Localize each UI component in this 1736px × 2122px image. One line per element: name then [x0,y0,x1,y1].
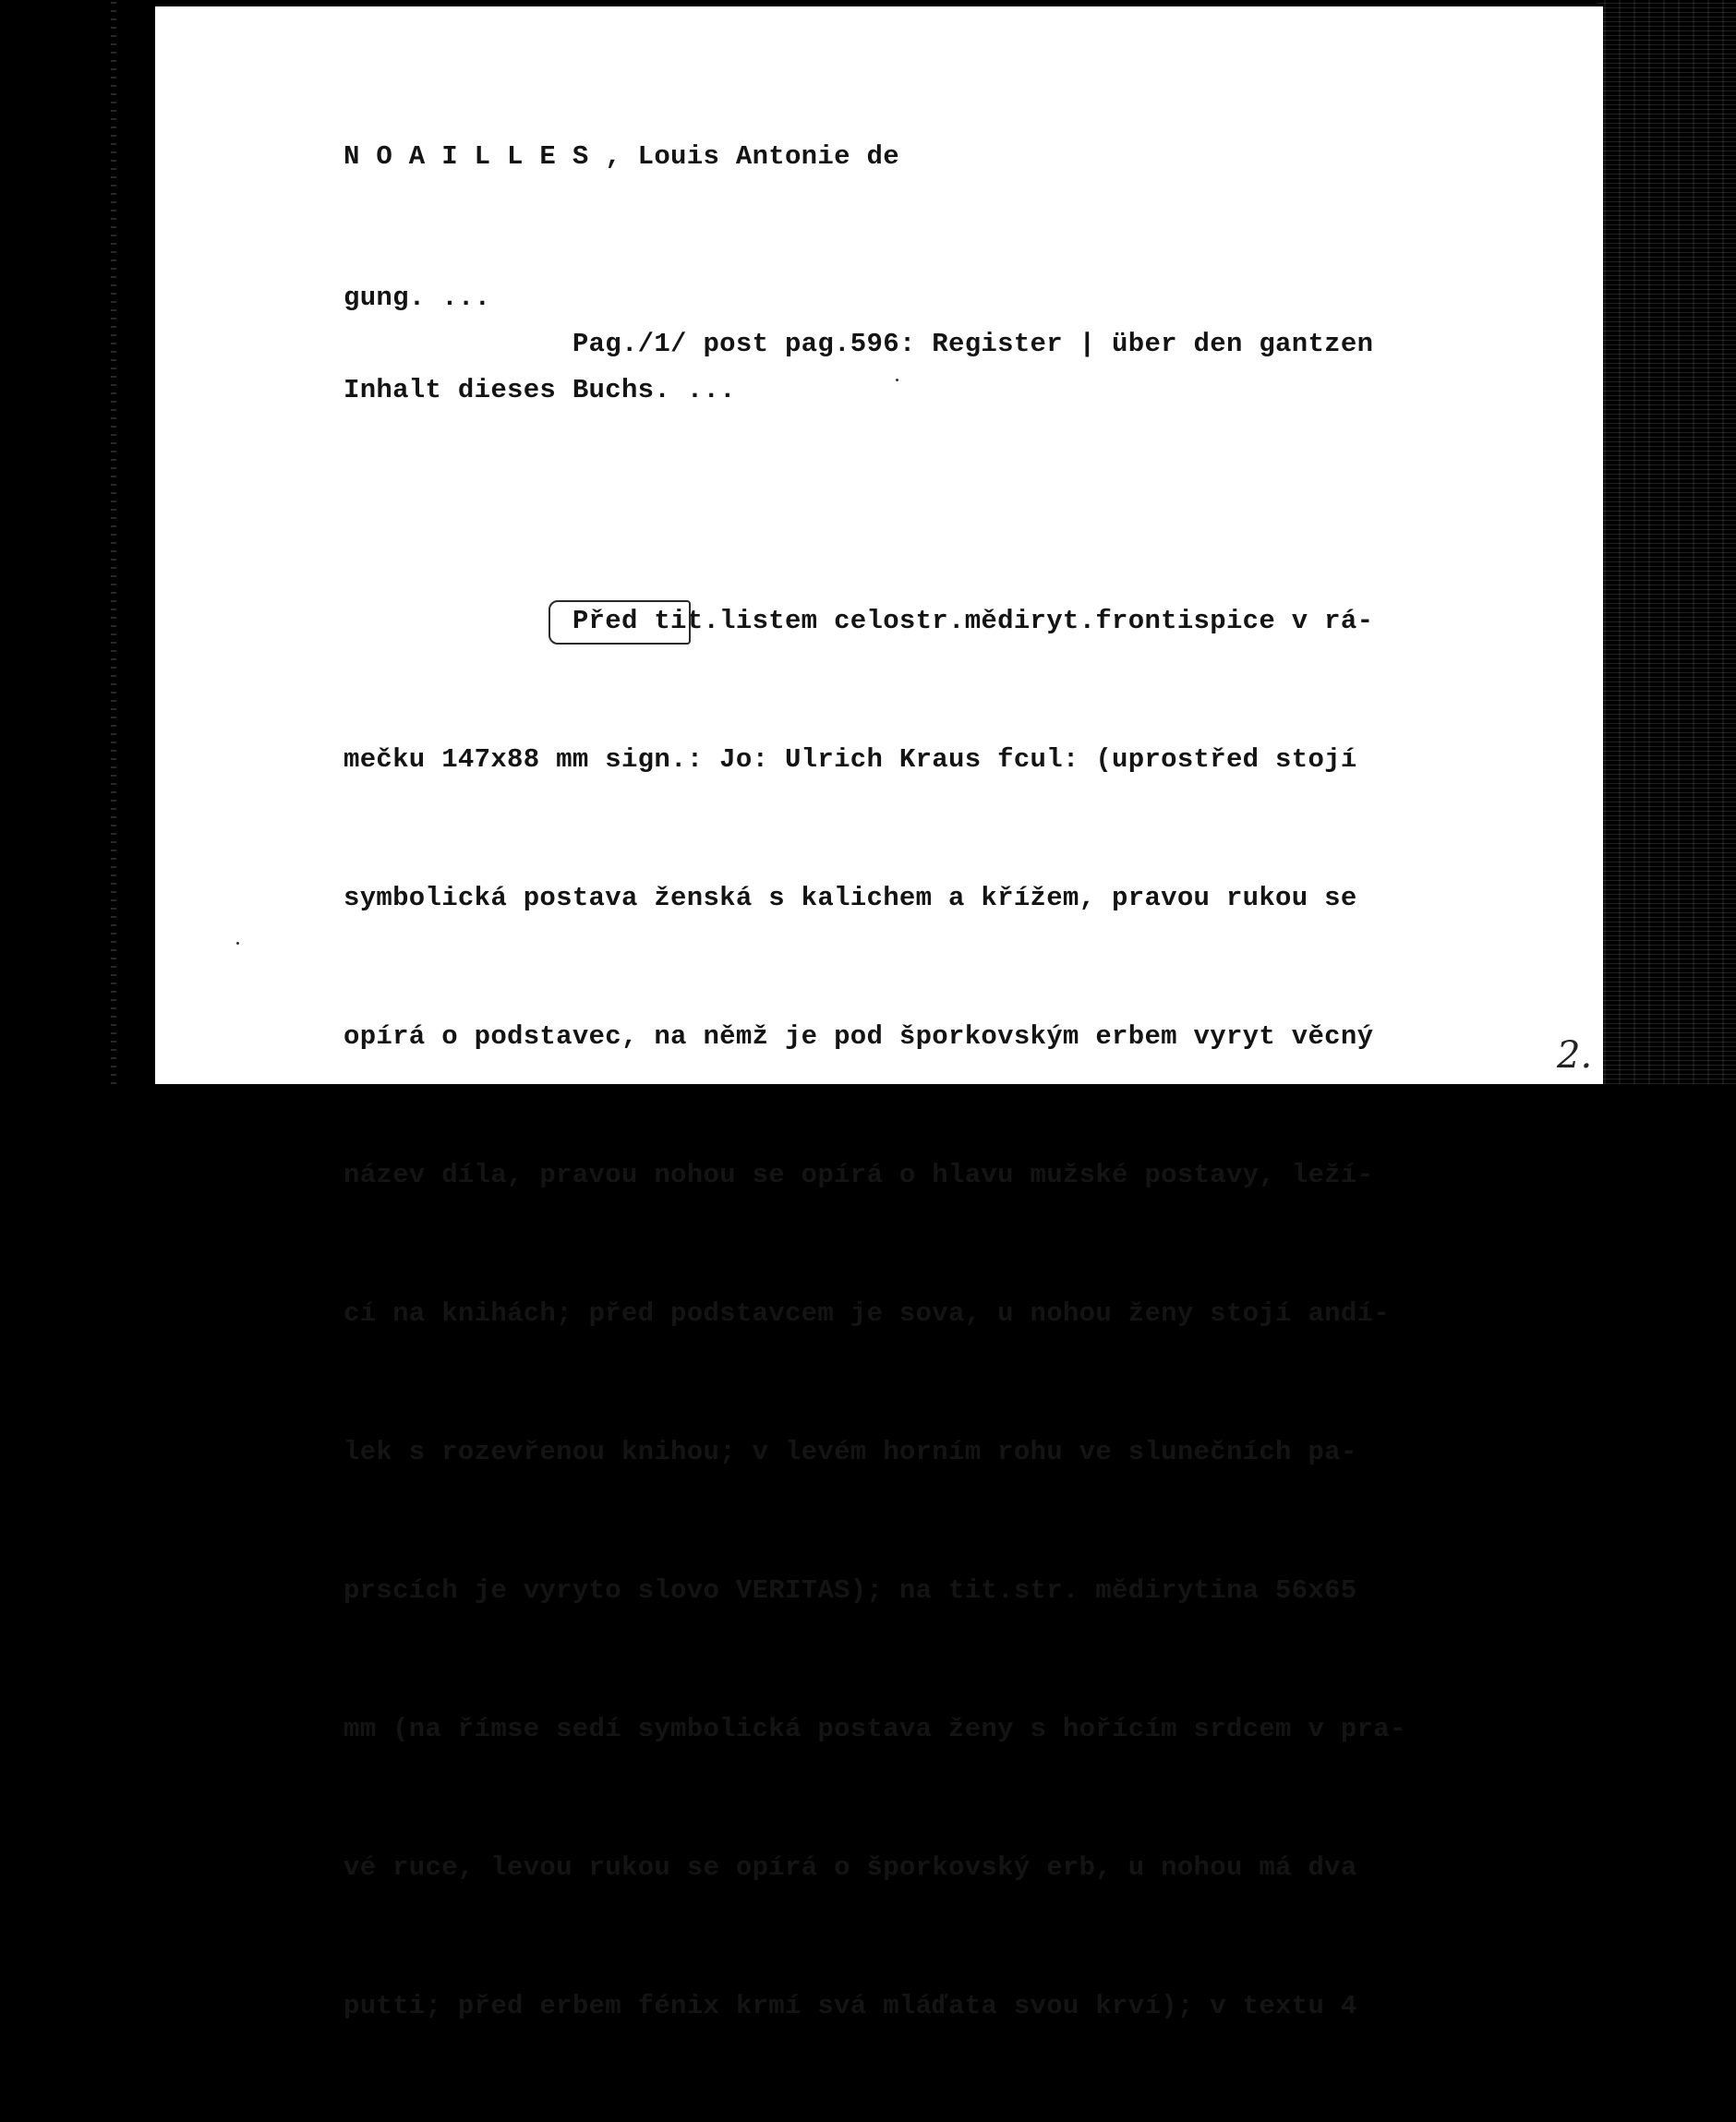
description-line: vé ruce, levou rukou se opírá o šporkovský erb, u nohou má dva [344,1852,1357,1883]
description-line: mečku 147x88 mm sign.: Jo: Ulrich Kraus fcul: (uprostřed stojí [344,744,1357,775]
film-edge-noise-left [111,0,116,1084]
description-line: putti; před erbem fénix krmí svá mláďata svou krví); v textu 4 [344,1991,1357,2021]
description-line: prscích je vyryto slovo VERITAS); na tit.str. mědirytina 56x65 [344,1575,1357,1606]
description-line: cí na knihách; před podstavcem je sova, u nohou ženy stojí andí- [344,1298,1390,1329]
fragment-line: Inhalt dieses Buchs. ... [344,375,736,405]
fragment-line: gung. ... [344,283,491,313]
scan-speck [236,942,239,945]
description-line: mm (na římse sedí symbolická postava ženy s hořícím srdcem v pra- [344,1714,1406,1744]
scan-speck [896,379,898,381]
handwritten-page-number: 2. [1557,1034,1593,1077]
handwritten-bracket-mark [549,600,691,645]
description-line: symbolická postava ženská s kalichem a křížem, pravou rukou se [344,883,1357,913]
description-paragraph [344,506,1406,2122]
film-edge-noise [1597,0,1736,1084]
description-line: Před tit.listem celostr.mědiryt.frontispice v rá- [344,606,1374,636]
description-line: lek s rozevřenou knihou; v levém horním rohu ve slunečních pa- [344,1437,1357,1467]
description-line: název díla, pravou nohou se opírá o hlavu mužské postavy, leží- [344,1160,1374,1190]
card-heading: N O A I L L E S , Louis Antonie de [344,141,899,172]
fragment-line: Pag./1/ post pag.596: Register | über den gantzen [344,329,1374,359]
description-line: opírá o podstavec, na němž je pod šporkovským erbem vyryt věcný [344,1021,1374,1052]
